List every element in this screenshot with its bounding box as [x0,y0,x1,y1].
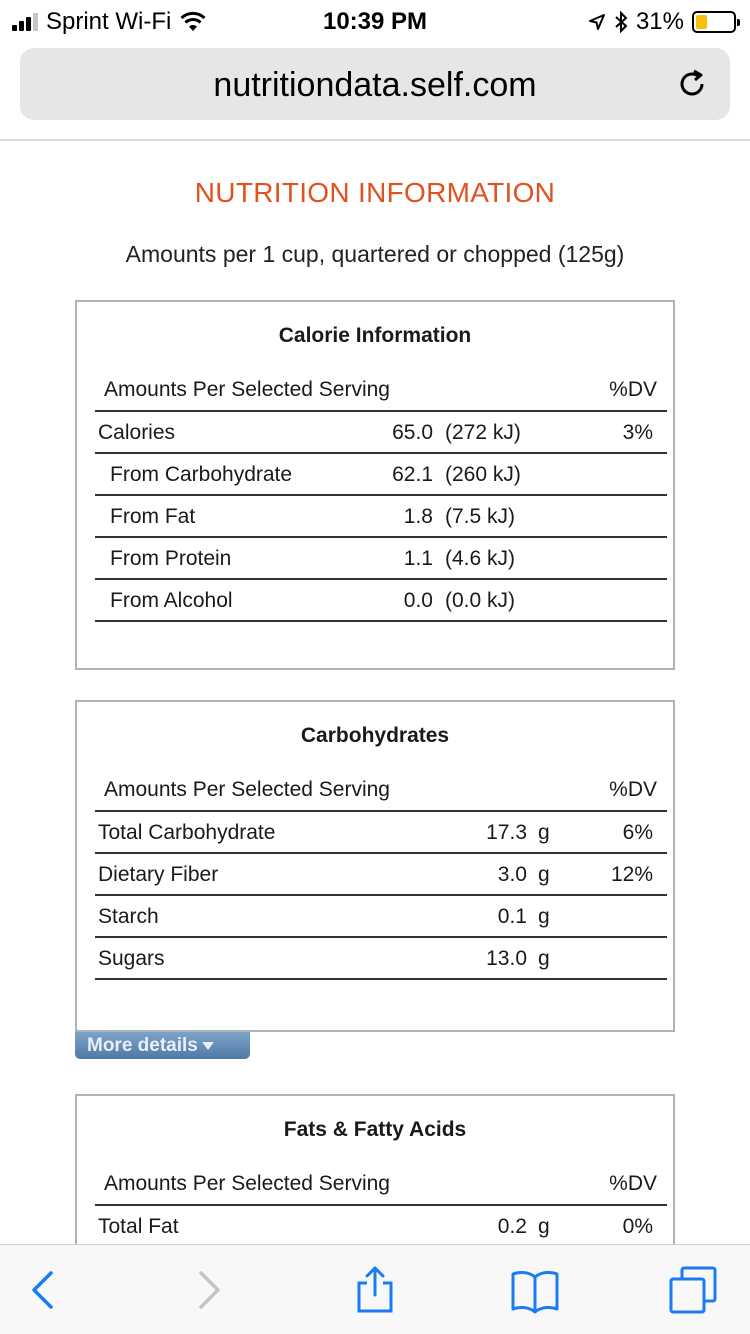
panel-title: Calorie Information [278,324,472,347]
table-row [95,1206,667,1244]
nutrient-value: 13.0 [486,947,527,970]
table-row [95,412,667,454]
nutrient-value: 0.2 [497,1215,527,1238]
nutrient-value: 1.8 [403,505,433,528]
nutrient-value: 65.0 [392,421,433,444]
share-icon[interactable] [350,1265,400,1315]
nutrient-dv: 6% [622,821,653,844]
nutrient-name: Total Fat [98,1215,179,1238]
nutrient-value: 1.1 [403,547,433,570]
nutrient-name: Calories [98,421,176,444]
url-text[interactable]: nutritiondata.self.com [213,66,537,104]
nutrient-name: From Protein [110,547,232,570]
page-title: NUTRITION INFORMATION [194,177,556,208]
reload-icon[interactable] [674,66,710,102]
battery-fill [696,15,707,29]
nutrient-energy: (0.0 kJ) [445,589,516,612]
header-dv: %DV [609,1172,657,1195]
nutrient-name: Sugars [98,947,165,970]
battery-percent: 31% [635,8,684,35]
back-chevron-icon[interactable] [18,1265,68,1315]
more-details-button[interactable] [75,1032,250,1059]
nutrient-value: 0.0 [403,589,433,612]
nutrient-value: 17.3 [486,821,527,844]
table-row [95,496,667,538]
nutrient-unit: g [538,947,550,970]
nutrient-value: 62.1 [392,463,433,486]
nutrient-name: Starch [98,905,159,928]
nutrient-name: From Carbohydrate [110,463,293,486]
nutrient-unit: g [538,821,550,844]
header-dv: %DV [609,778,657,801]
header-label: Amounts Per Selected Serving [104,778,390,801]
table-header [95,772,667,812]
carrier-label: Sprint Wi-Fi [46,8,172,35]
status-right [588,8,736,36]
nutrient-unit: g [538,863,550,886]
nutrient-name: From Alcohol [110,589,233,612]
status-bar [0,0,750,40]
header-dv: %DV [609,378,657,401]
table-header [95,1166,667,1206]
header-label: Amounts Per Selected Serving [104,378,390,401]
divider [95,620,667,622]
table-row [95,938,667,980]
web-content[interactable] [0,141,750,1244]
nutrient-energy: (4.6 kJ) [445,547,516,570]
serving-size: Amounts per 1 cup, quartered or chopped (125g) [125,241,625,267]
divider [95,978,667,980]
nutrient-value: 0.1 [497,905,527,928]
table-row [95,454,667,496]
nutrient-energy: (7.5 kJ) [445,505,516,528]
nutrient-unit: g [538,905,550,928]
nutrient-name: From Fat [110,505,196,528]
bottom-toolbar [0,1244,750,1334]
battery-icon [692,11,736,33]
nutrient-name: Total Carbohydrate [98,821,276,844]
more-details-label: More details [87,1035,198,1056]
nutrient-dv: 12% [610,863,653,886]
table-row [95,580,667,622]
location-arrow-icon [588,13,606,31]
forward-chevron-icon[interactable] [184,1265,234,1315]
bluetooth-icon [614,11,628,33]
nutrient-value: 3.0 [497,863,527,886]
triangle-down-icon [202,1042,214,1050]
address-bar[interactable] [20,48,730,120]
nutrient-dv: 0% [622,1215,653,1238]
nutrient-dv: 3% [622,421,653,444]
nutrient-unit: g [538,1215,550,1238]
tabs-icon[interactable] [668,1265,718,1315]
status-time: 10:39 PM [322,8,428,35]
table-row [95,896,667,938]
nutrient-energy: (260 kJ) [445,463,521,486]
header-label: Amounts Per Selected Serving [104,1172,390,1195]
nutrient-name: Dietary Fiber [98,863,219,886]
table-row [95,538,667,580]
panel-title: Fats & Fatty Acids [283,1118,467,1141]
fats-panel [75,1094,675,1244]
panel-title: Carbohydrates [300,724,450,747]
table-header [95,372,667,412]
bookmarks-icon[interactable] [510,1265,560,1315]
table-row [95,812,667,854]
carbohydrates-panel [75,700,675,1032]
table-row [95,854,667,896]
calorie-information-panel [75,300,675,670]
nutrient-energy: (272 kJ) [445,421,521,444]
